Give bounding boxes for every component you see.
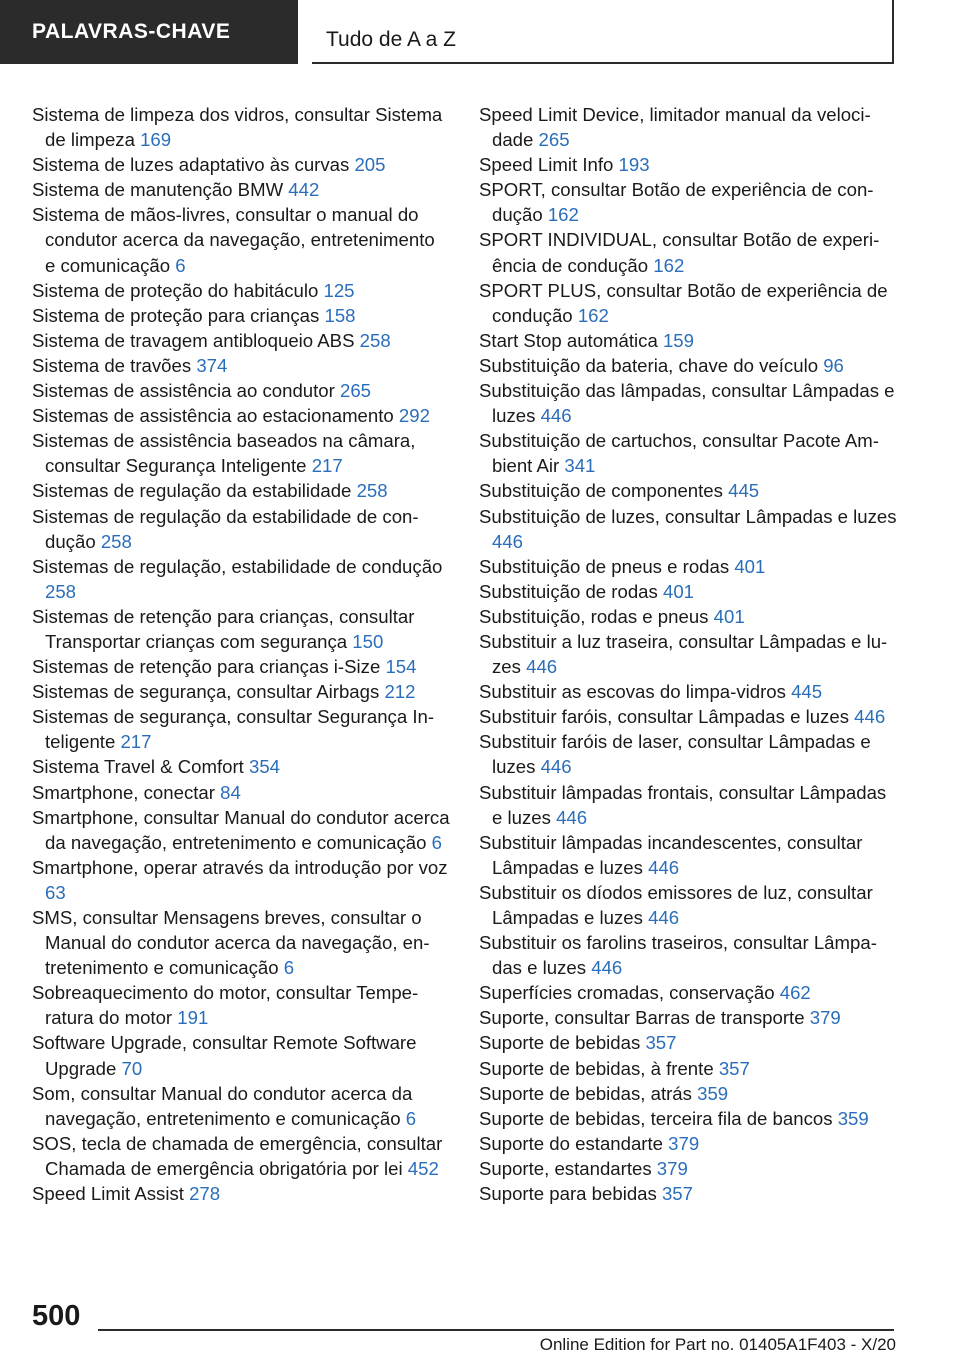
index-entry-text: Substituição de componentes [479, 480, 729, 502]
index-entry [32, 679, 450, 704]
index-entry-text: Sistema de manutenção BMW [32, 179, 289, 201]
index-entry-text: Sistemas de assistência baseados na câmara, consultar Segurança Inteligente [32, 430, 416, 477]
index-page-link[interactable]: 354 [249, 756, 281, 778]
index-entry [479, 729, 899, 779]
index-page-link[interactable]: 258 [359, 329, 391, 351]
index-entry-text: Suporte de bebidas [479, 1032, 646, 1054]
index-entry-text: Sistemas de retenção para crianças, consultar Transportar crianças com segurança [32, 605, 415, 652]
index-page-link[interactable]: 442 [288, 179, 320, 201]
index-entry-text: SOS, tecla de chamada de emergência, consultar Chamada de emergência obrigatória por lei [32, 1132, 443, 1179]
index-entry [32, 102, 450, 152]
index-entry-text: Suporte, estandartes [479, 1157, 657, 1179]
index-entry-text: Suporte do estandarte [479, 1132, 669, 1154]
index-entry [479, 1030, 899, 1055]
index-entry [479, 504, 899, 554]
index-entry-text: Superfícies cromadas, conservação [479, 982, 780, 1004]
index-page-link[interactable]: 446 [492, 530, 524, 552]
index-entry [32, 504, 450, 554]
index-entry-text: Sistema de travões [32, 354, 197, 376]
index-page-link[interactable]: 446 [540, 756, 572, 778]
index-page-link[interactable]: 6 [431, 831, 442, 853]
index-entry-text: Sistemas de segurança, consultar Segurança Inteligente [32, 706, 435, 753]
index-entry [32, 654, 450, 679]
index-entry-text: SPORT, consultar Botão de experiência de condução [479, 179, 874, 226]
index-entry [479, 102, 899, 152]
index-entry [32, 478, 450, 503]
index-page-link[interactable]: 379 [668, 1132, 700, 1154]
index-page-link[interactable]: 446 [540, 405, 572, 427]
index-entry [32, 177, 450, 202]
index-entry [32, 604, 450, 654]
index-entry [479, 1106, 899, 1131]
index-entry [479, 880, 899, 930]
index-entry-text: Sistema Travel & Comfort [32, 756, 249, 778]
index-page-link[interactable]: 265 [340, 380, 372, 402]
index-entry [479, 353, 899, 378]
index-entry [479, 378, 899, 428]
index-page-link[interactable]: 169 [140, 129, 172, 151]
index-entry [479, 1181, 899, 1206]
index-entry [479, 780, 899, 830]
index-entry [32, 353, 450, 378]
index-page-link[interactable]: 258 [45, 580, 77, 602]
index-entry-text: Sistema de proteção do habitáculo [32, 279, 324, 301]
index-page-link[interactable]: 96 [823, 354, 844, 376]
index-page-link[interactable]: 357 [661, 1183, 693, 1205]
index-page-link[interactable]: 84 [220, 781, 241, 803]
index-page-link[interactable]: 359 [837, 1107, 869, 1129]
index-entry-text: Speed Limit Device, limitador manual da velocidade [479, 104, 871, 151]
index-entry [479, 830, 899, 880]
index-page-link[interactable]: 162 [653, 254, 685, 276]
index-page-link[interactable]: 158 [324, 304, 356, 326]
index-entry-text: Substituição, rodas e pneus [479, 605, 714, 627]
index-entry [479, 428, 899, 478]
page-header-title [312, 0, 894, 64]
index-entry-text: Sistemas de regulação da estabilidade [32, 480, 357, 502]
index-page-link[interactable]: 258 [356, 480, 388, 502]
index-entry [32, 328, 450, 353]
index-entry-text: Substituição de pneus e rodas [479, 555, 735, 577]
index-entry-text: Sistemas de regulação, estabilidade de condução [32, 555, 443, 577]
index-page-link[interactable]: 6 [175, 254, 186, 276]
index-page-link[interactable]: 265 [538, 129, 570, 151]
index-page-link[interactable]: 445 [791, 681, 823, 703]
index-entry-text: Sistema de travagem antibloqueio ABS [32, 329, 360, 351]
index-page-link[interactable]: 258 [100, 530, 132, 552]
header-title-text: Tudo de A a Z [326, 28, 456, 51]
section-tab [0, 0, 298, 64]
index-entry-text: Sistema de limpeza dos vidros, consultar Sistema de limpeza [32, 104, 443, 151]
index-entry [32, 1131, 450, 1181]
index-entry [32, 303, 450, 328]
index-entry-text: Substituição de rodas [479, 580, 663, 602]
index-page-link[interactable]: 401 [663, 580, 695, 602]
index-page-link[interactable]: 379 [656, 1157, 688, 1179]
index-entry [479, 930, 899, 980]
index-entry [479, 152, 899, 177]
index-entry [479, 177, 899, 227]
index-page-link[interactable]: 125 [323, 279, 355, 301]
index-entry-text: Start Stop automática [479, 329, 663, 351]
index-page-link[interactable]: 150 [352, 630, 384, 652]
index-entry-text: Sistema de luzes adaptativo às curvas [32, 154, 355, 176]
index-entry-text: Suporte de bebidas, terceira fila de bancos [479, 1107, 838, 1129]
index-entry [479, 1156, 899, 1181]
index-page-link[interactable]: 357 [718, 1057, 750, 1079]
footer-edition-text: Online Edition for Part no. 01405A1F403 - X/20 [539, 1335, 896, 1354]
index-entry [32, 554, 450, 604]
index-page-link[interactable]: 379 [809, 1007, 841, 1029]
index-page-link[interactable]: 212 [384, 681, 416, 703]
index-entry [479, 980, 899, 1005]
index-entry [479, 554, 899, 579]
index-entry [32, 704, 450, 754]
index-page-link[interactable]: 452 [407, 1157, 439, 1179]
index-column-right [479, 102, 899, 1206]
index-entry-text: Suporte, consultar Barras de transporte [479, 1007, 810, 1029]
index-entry-text: Sistemas de regulação da estabilidade de condução [32, 505, 419, 552]
index-page-link[interactable]: 446 [648, 907, 680, 928]
index-page-link[interactable]: 70 [121, 1057, 143, 1079]
footer-divider [98, 1329, 894, 1331]
index-page-link[interactable]: 6 [405, 1107, 417, 1129]
page-number: 500 [32, 1300, 81, 1332]
index-entry-text: SMS, consultar Mensagens breves, consultar o Manual do condutor acerca da navegação, entretenimento e comunicação [32, 907, 430, 979]
index-entry-text: Suporte de bebidas, atrás [479, 1082, 698, 1104]
index-entry-text: Substituição de luzes, consultar Lâmpadas e luzes [479, 505, 897, 527]
index-page-link[interactable]: 162 [547, 204, 579, 226]
index-entry [32, 278, 450, 303]
index-entry [32, 152, 450, 177]
index-entry-text: Substituir os díodos emissores de luz, consultar Lâmpadas e luzes [479, 881, 873, 928]
index-entry-text: Sistemas de assistência ao condutor [32, 380, 340, 402]
index-page-link[interactable]: 217 [311, 455, 343, 477]
index-page-link[interactable]: 191 [177, 1007, 209, 1029]
index-entry-text: Substituir faróis de laser, consultar Lâmpadas e luzes [479, 731, 871, 778]
index-entry-text: Substituir faróis, consultar Lâmpadas e luzes [479, 706, 855, 728]
index-page-link[interactable]: 154 [385, 656, 417, 678]
index-entry [32, 855, 450, 905]
index-entry-text: Speed Limit Assist [32, 1183, 190, 1205]
index-entry [32, 805, 450, 855]
index-column-left [32, 102, 450, 1206]
index-entry [32, 202, 450, 277]
index-entry [32, 378, 450, 403]
index-entry-text: Suporte de bebidas, à frente [479, 1057, 719, 1079]
index-entry [479, 1131, 899, 1156]
index-entry [479, 478, 899, 503]
index-entry [479, 704, 899, 729]
index-page-link[interactable]: 446 [556, 806, 588, 828]
index-page-link[interactable]: 63 [45, 881, 66, 903]
index-page-link[interactable]: 374 [196, 354, 228, 376]
index-page-link[interactable]: 6 [283, 957, 295, 979]
index-entry [479, 579, 899, 604]
index-entry-text: Sistemas de retenção para crianças i-Size [32, 656, 386, 678]
index-entry-text: Sistema de proteção para crianças [32, 304, 325, 326]
index-entry-text: SPORT PLUS, consultar Botão de experiência de condução [479, 279, 888, 326]
index-entry-text: Substituir os farolins traseiros, consultar Lâmpadas e luzes [479, 932, 877, 979]
index-entry [32, 1081, 450, 1131]
index-entry-text: Substituir lâmpadas frontais, consultar Lâmpadas e luzes [479, 781, 887, 828]
index-page-link[interactable]: 446 [526, 656, 558, 678]
index-page-link[interactable]: 359 [697, 1082, 729, 1104]
index-page-link[interactable]: 205 [354, 154, 386, 176]
index-entry [479, 227, 899, 277]
index-entry-text: Sistemas de segurança, consultar Airbags [32, 681, 385, 703]
index-entry-text: Smartphone, consultar Manual do condutor acerca da navegação, entretenimento e comunicação [32, 806, 450, 853]
index-page-link[interactable]: 445 [728, 480, 760, 502]
index-entry [32, 1030, 450, 1080]
index-page-link[interactable]: 446 [854, 706, 886, 728]
index-page-link[interactable]: 278 [189, 1183, 221, 1205]
index-entry-text: Substituir a luz traseira, consultar Lâmpadas e luzes [479, 630, 888, 678]
index-entry-text: Software Upgrade, consultar Remote Software Upgrade [32, 1032, 417, 1079]
index-entry [479, 278, 899, 328]
index-entry [32, 403, 450, 428]
index-page-link[interactable]: 446 [591, 957, 623, 979]
index-entry-text: Substituir lâmpadas incandescentes, consultar Lâmpadas e luzes [479, 831, 863, 878]
index-entry [479, 1005, 899, 1030]
index-entry-text: Smartphone, conectar [32, 781, 221, 803]
index-entry [32, 754, 450, 779]
index-page-link[interactable]: 217 [120, 731, 152, 753]
index-page-link[interactable]: 462 [779, 982, 811, 1004]
index-entry-text: Sistema de mãos-livres, consultar o manual do condutor acerca da navegação, entretenimento e comunicação [32, 204, 435, 276]
index-page-link[interactable]: 162 [577, 304, 609, 326]
index-entry-text: Substituição da bateria, chave do veículo [479, 354, 824, 376]
index-entry-text: Som, consultar Manual do condutor acerca da navegação, entretenimento e comunicação [32, 1082, 413, 1129]
index-entry-text: Sistemas de assistência ao estacionamento [32, 405, 399, 427]
section-tab-label: PALAVRAS-CHAVE [32, 20, 231, 43]
index-entry [32, 980, 450, 1030]
index-entry-text: Substituir as escovas do limpa-vidros [479, 681, 792, 703]
index-page-link[interactable]: 357 [645, 1032, 677, 1054]
index-entry [32, 428, 450, 478]
index-entry-text: Smartphone, operar através da introdução por voz [32, 856, 448, 878]
index-entry [479, 629, 899, 679]
index-entry-text: Substituição de cartuchos, consultar Pacote Ambient Air [479, 430, 879, 477]
index-entry [32, 1181, 450, 1206]
index-entry [479, 604, 899, 629]
index-entry [479, 679, 899, 704]
index-entry-text: Sobreaquecimento do motor, consultar Temperatura do motor [32, 982, 419, 1029]
index-page-link[interactable]: 401 [734, 555, 766, 577]
index-entry-text: SPORT INDIVIDUAL, consultar Botão de experiência de condução [479, 229, 880, 276]
index-page-link[interactable]: 292 [398, 405, 430, 427]
index-entry [32, 780, 450, 805]
index-page-link[interactable]: 193 [618, 154, 650, 176]
index-page-link[interactable]: 341 [564, 455, 596, 477]
index-entry-text: Speed Limit Info [479, 154, 619, 176]
index-entry [479, 1056, 899, 1081]
index-entry [479, 328, 899, 353]
index-entry-text: Substituição das lâmpadas, consultar Lâmpadas e luzes [479, 380, 895, 427]
index-page-link[interactable]: 446 [648, 856, 680, 878]
index-entry-text: Suporte para bebidas [479, 1183, 662, 1205]
index-page-link[interactable]: 159 [662, 329, 694, 351]
index-page-link[interactable]: 401 [713, 605, 745, 627]
index-entry [479, 1081, 899, 1106]
index-entry [32, 905, 450, 980]
